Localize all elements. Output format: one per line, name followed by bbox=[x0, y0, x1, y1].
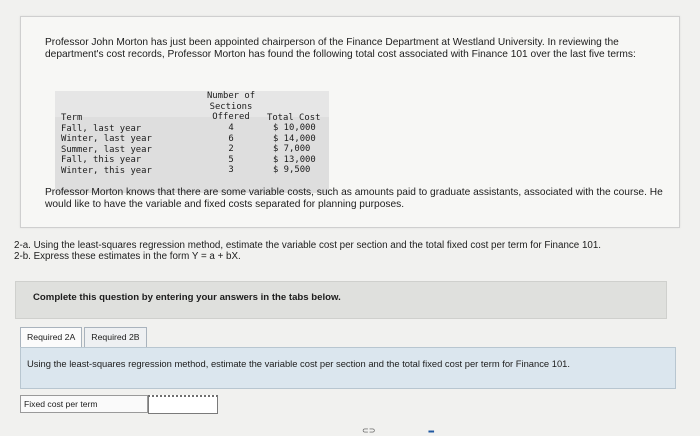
requirement-2a: 2-a. Using the least-squares regression method, estimate the variable cost per section and the total fixed cost per term for Finance 101. bbox=[14, 240, 602, 251]
requirement-2b: 2-b. Express these estimates in the form Y = a + bX. bbox=[14, 251, 241, 263]
table-row-term: Winter, last year bbox=[61, 134, 152, 145]
instruction-banner bbox=[15, 281, 667, 319]
answer-row bbox=[20, 395, 230, 413]
table-row-cost: $ 13,000 bbox=[273, 154, 316, 165]
table-row-cost: $ 9,500 bbox=[273, 165, 311, 176]
problem-card bbox=[20, 16, 680, 228]
tab-required-2a[interactable]: Required 2A bbox=[20, 327, 82, 348]
table-row-cost: $ 7,000 bbox=[273, 144, 311, 155]
term-column bbox=[61, 113, 152, 177]
term-header: Term bbox=[61, 113, 83, 123]
answer-label: Fixed cost per term bbox=[20, 395, 148, 413]
total-cost-header: Total Cost bbox=[267, 113, 321, 123]
table-row-sections: 2 bbox=[228, 144, 234, 155]
table-row-term: Summer, last year bbox=[61, 144, 152, 155]
table-row-sections: 5 bbox=[228, 154, 234, 165]
sections-column bbox=[205, 123, 257, 176]
table-row-sections: 3 bbox=[228, 165, 234, 176]
table-row-cost: $ 10,000 bbox=[273, 123, 316, 133]
fixed-cost-input[interactable] bbox=[148, 395, 218, 414]
tab-panel bbox=[20, 347, 676, 389]
table-row-term: Fall, this year bbox=[61, 155, 142, 166]
link-icon[interactable]: ⊂⊃ bbox=[362, 426, 376, 435]
problem-note: Professor Morton knows that there are some variable costs, such as amounts paid to graduate assistants, associated with the course. He would like to have the variable and fixed costs separated for planning purposes. bbox=[45, 187, 663, 210]
instruction-text: Complete this question by entering your answers in the tabs below. bbox=[33, 292, 341, 303]
cost-table bbox=[55, 91, 329, 193]
problem-intro: Professor John Morton has just been appointed chairperson of the Finance Department at Westland University. In reviewing the department's cost records, Professor Morton has found the following total cost associated with Finance 101 over the last five terms: bbox=[45, 37, 636, 60]
more-icon[interactable]: ▪▪▪ bbox=[428, 427, 434, 436]
cost-column bbox=[273, 123, 316, 176]
requirement-tabs bbox=[20, 327, 149, 348]
table-row-cost: $ 14,000 bbox=[273, 133, 316, 144]
table-row-sections: 6 bbox=[228, 133, 234, 144]
table-row-term: Fall, last year bbox=[61, 123, 142, 134]
requirements bbox=[14, 240, 684, 263]
sections-header: Number of Sections Offered bbox=[206, 91, 256, 123]
panel-instruction: Using the least-squares regression method, estimate the variable cost per section and the total fixed cost per term for Finance 101. bbox=[27, 358, 570, 369]
table-row-term: Winter, this year bbox=[61, 165, 152, 176]
table-row-sections: 4 bbox=[228, 123, 234, 133]
tab-required-2b[interactable]: Required 2B bbox=[84, 327, 146, 348]
